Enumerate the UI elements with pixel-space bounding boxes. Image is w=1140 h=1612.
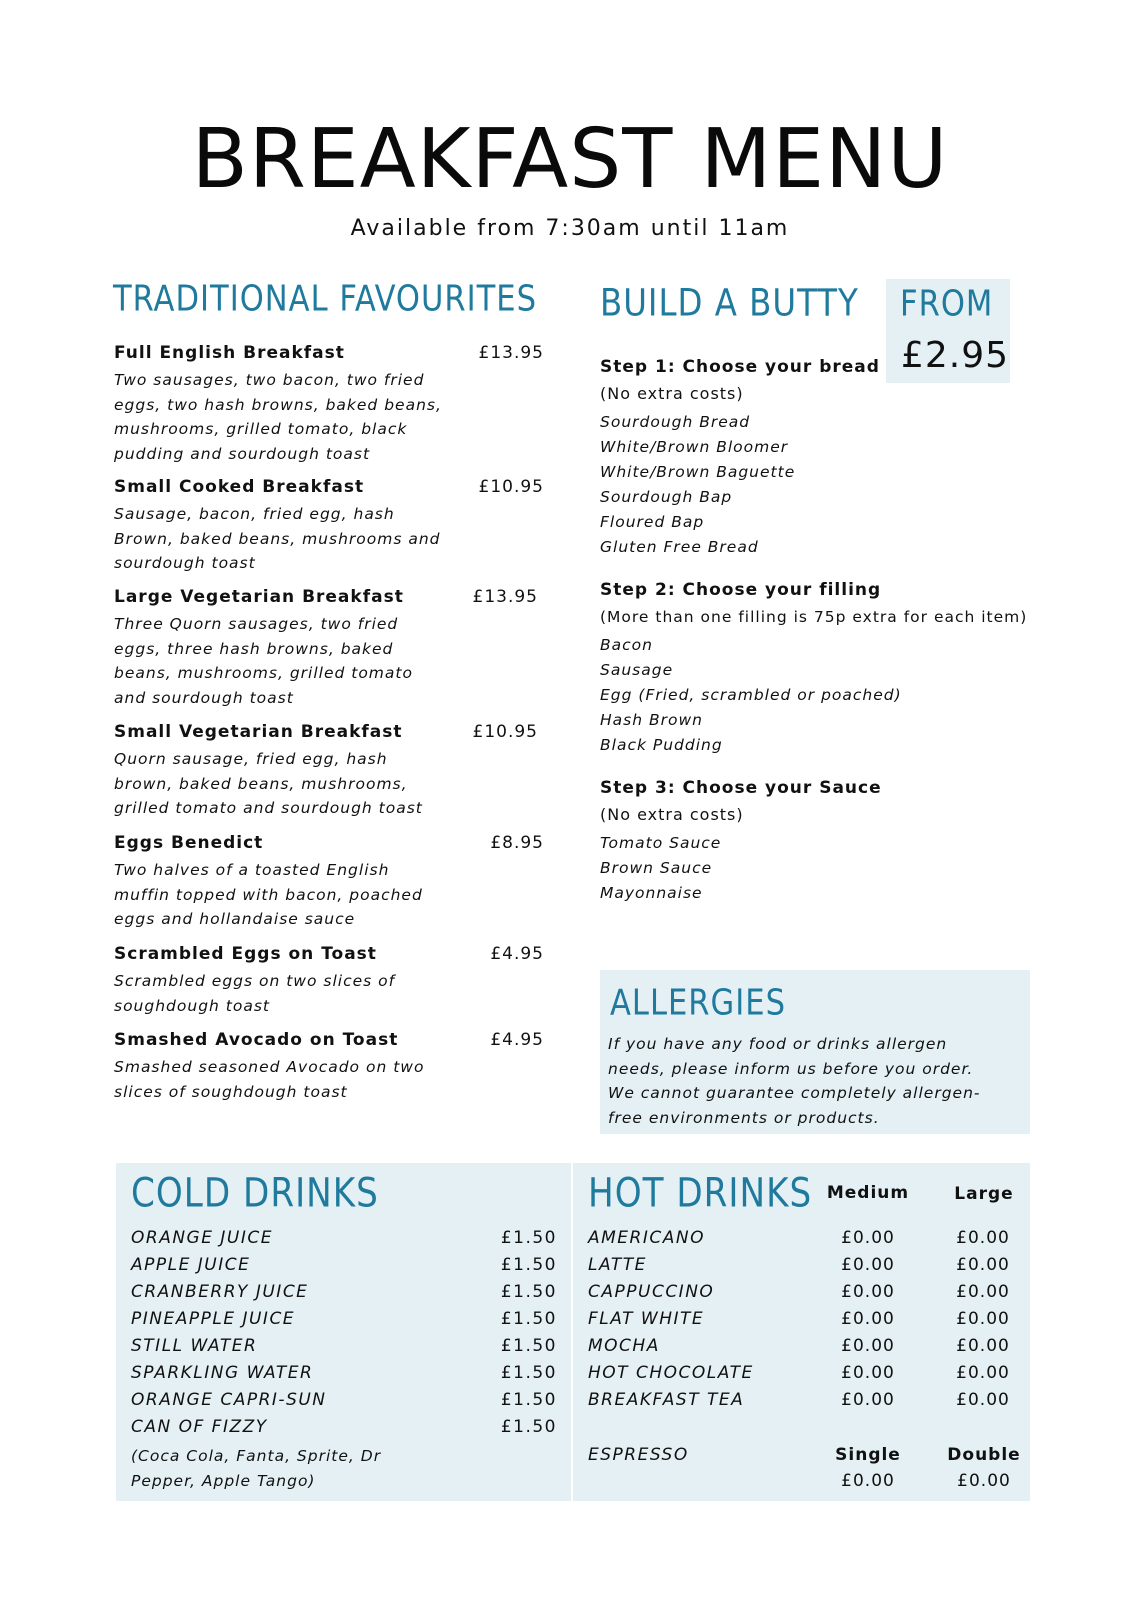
item-name: Scrambled Eggs on Toast bbox=[114, 944, 377, 964]
drink-name: CRANBERRY JUICE bbox=[131, 1282, 309, 1302]
item-name: Large Vegetarian Breakfast bbox=[114, 587, 404, 607]
step-title: Step 1: Choose your bread bbox=[600, 357, 880, 377]
item-description: Three Quorn sausages, two fried eggs, three hash browns, baked beans, mushrooms, grilled tomato and sourdough toast bbox=[114, 615, 413, 707]
menu-item-eggs-benedict bbox=[114, 831, 544, 932]
drink-price-medium: £0.00 bbox=[841, 1390, 895, 1410]
drink-name: STILL WATER bbox=[131, 1336, 258, 1356]
menu-item-full-english bbox=[114, 341, 544, 466]
option-item: Tomato Sauce bbox=[600, 834, 722, 852]
butty-step-1 bbox=[600, 355, 1020, 560]
drink-name: PINEAPPLE JUICE bbox=[131, 1309, 296, 1329]
drink-name: ORANGE JUICE bbox=[131, 1228, 273, 1248]
cold-drinks-list bbox=[131, 1225, 557, 1455]
menu-title: BREAKFAST MENU bbox=[191, 112, 949, 207]
menu-item-large-vegetarian bbox=[114, 585, 544, 710]
item-name: Small Cooked Breakfast bbox=[114, 477, 365, 497]
hot-drinks-heading: HOT DRINKS bbox=[588, 1169, 813, 1217]
drink-name: MOCHA bbox=[588, 1336, 660, 1356]
drink-name: AMERICANO bbox=[588, 1228, 705, 1248]
option-item: Black Pudding bbox=[600, 736, 723, 754]
fizzy-note: (Coca Cola, Fanta, Sprite, Dr Pepper, Apple Tango) bbox=[131, 1447, 382, 1490]
item-description: Quorn sausage, fried egg, hash brown, baked beans, mushrooms, grilled tomato and sourdough toast bbox=[114, 750, 423, 817]
drink-price: £1.50 bbox=[500, 1309, 557, 1329]
drinks-divider bbox=[571, 1163, 573, 1501]
col-single-header: Single bbox=[835, 1445, 901, 1465]
espresso-price-single: £0.00 bbox=[841, 1471, 895, 1491]
item-description: Sausage, bacon, fried egg, hash Brown, baked beans, mushrooms and sourdough toast bbox=[114, 505, 441, 572]
drink-name: CAN OF FIZZY bbox=[131, 1417, 268, 1437]
menu-item-scrambled-eggs bbox=[114, 942, 544, 1018]
drink-price-large: £0.00 bbox=[956, 1282, 1010, 1302]
col-medium-header: Medium bbox=[826, 1183, 910, 1203]
drink-name: LATTE bbox=[588, 1255, 647, 1275]
drink-name: BREAKFAST TEA bbox=[588, 1390, 745, 1410]
butty-step-3 bbox=[600, 776, 1020, 906]
drink-price-medium: £0.00 bbox=[841, 1336, 895, 1356]
butty-step-2 bbox=[600, 578, 1040, 758]
hot-drinks-list bbox=[588, 1225, 1038, 1445]
item-name: Eggs Benedict bbox=[114, 833, 264, 853]
drink-name: FLAT WHITE bbox=[588, 1309, 705, 1329]
step-note: (More than one filling is 75p extra for each item) bbox=[600, 608, 1028, 626]
cold-drinks-heading: COLD DRINKS bbox=[131, 1169, 379, 1217]
drink-name: APPLE JUICE bbox=[131, 1255, 251, 1275]
drink-price-medium: £0.00 bbox=[841, 1309, 895, 1329]
espresso-name: ESPRESSO bbox=[588, 1445, 689, 1465]
allergies-box bbox=[600, 970, 1030, 1134]
espresso-price-double: £0.00 bbox=[957, 1471, 1011, 1491]
item-price: £4.95 bbox=[490, 1030, 544, 1050]
item-price: £4.95 bbox=[490, 944, 544, 964]
menu-item-small-cooked bbox=[114, 475, 544, 576]
drink-price: £1.50 bbox=[500, 1255, 557, 1275]
item-name: Small Vegetarian Breakfast bbox=[114, 722, 403, 742]
option-item: Floured Bap bbox=[600, 513, 705, 531]
item-price: £10.95 bbox=[478, 477, 544, 497]
from-price: £2.95 bbox=[901, 335, 1010, 376]
drink-price: £1.50 bbox=[500, 1282, 557, 1302]
option-item: Hash Brown bbox=[600, 711, 703, 729]
option-item: Sourdough Bread bbox=[600, 413, 751, 431]
option-item: Gluten Free Bread bbox=[600, 538, 759, 556]
drink-price: £1.50 bbox=[500, 1228, 557, 1248]
menu-item-smashed-avocado bbox=[114, 1028, 544, 1104]
menu-subtitle: Available from 7:30am until 11am bbox=[350, 216, 790, 241]
item-description: Scrambled eggs on two slices of soughdough toast bbox=[114, 972, 396, 1015]
menu-item-small-vegetarian bbox=[114, 720, 544, 821]
butty-heading: BUILD A BUTTY bbox=[600, 281, 859, 325]
drink-name: HOT CHOCOLATE bbox=[588, 1363, 754, 1383]
item-description: Two sausages, two bacon, two fried eggs, two hash browns, baked beans, mushrooms, grilled tomato, black pudding and sourdough toast bbox=[114, 371, 442, 463]
drink-price-large: £0.00 bbox=[956, 1309, 1010, 1329]
drink-price-large: £0.00 bbox=[956, 1336, 1010, 1356]
drink-name: SPARKLING WATER bbox=[131, 1363, 314, 1383]
drink-name: CAPPUCCINO bbox=[588, 1282, 715, 1302]
item-name: Full English Breakfast bbox=[114, 343, 345, 363]
drink-price-medium: £0.00 bbox=[841, 1228, 895, 1248]
col-double-header: Double bbox=[947, 1445, 1021, 1465]
item-price: £10.95 bbox=[472, 722, 538, 742]
option-item: White/Brown Baguette bbox=[600, 463, 796, 481]
drink-price-medium: £0.00 bbox=[841, 1363, 895, 1383]
option-item: White/Brown Bloomer bbox=[600, 438, 789, 456]
item-price: £13.95 bbox=[478, 343, 544, 363]
step-note: (No extra costs) bbox=[600, 805, 744, 824]
drink-price-large: £0.00 bbox=[956, 1228, 1010, 1248]
step-title: Step 3: Choose your Sauce bbox=[600, 778, 882, 798]
drink-price-large: £0.00 bbox=[956, 1363, 1010, 1383]
item-name: Smashed Avocado on Toast bbox=[114, 1030, 399, 1050]
item-description: Smashed seasoned Avocado on two slices of soughdough toast bbox=[114, 1058, 425, 1101]
option-item: Mayonnaise bbox=[600, 884, 703, 902]
drink-price: £1.50 bbox=[500, 1390, 557, 1410]
from-label: FROM bbox=[900, 283, 994, 325]
traditional-heading: TRADITIONAL FAVOURITES bbox=[113, 278, 538, 320]
step-title: Step 2: Choose your filling bbox=[600, 580, 882, 600]
allergies-heading: ALLERGIES bbox=[610, 982, 787, 1024]
option-item: Sourdough Bap bbox=[600, 488, 733, 506]
item-price: £8.95 bbox=[490, 833, 544, 853]
drink-price-large: £0.00 bbox=[956, 1390, 1010, 1410]
drink-price: £1.50 bbox=[500, 1417, 557, 1437]
allergies-text: If you have any food or drinks allergen needs, please inform us before you order. We cannot guarantee completely allergen-free environments or products. bbox=[608, 1035, 981, 1127]
drink-price-large: £0.00 bbox=[956, 1255, 1010, 1275]
step-note: (No extra costs) bbox=[600, 384, 744, 403]
drink-name: ORANGE CAPRI-SUN bbox=[131, 1390, 327, 1410]
option-item: Egg (Fried, scrambled or poached) bbox=[600, 686, 902, 704]
drink-price: £1.50 bbox=[500, 1336, 557, 1356]
drink-price: £1.50 bbox=[500, 1363, 557, 1383]
drink-price-medium: £0.00 bbox=[841, 1282, 895, 1302]
option-item: Bacon bbox=[600, 636, 653, 654]
item-description: Two halves of a toasted English muffin topped with bacon, poached eggs and hollandaise sauce bbox=[114, 861, 423, 928]
col-large-header: Large bbox=[954, 1184, 1014, 1204]
item-price: £13.95 bbox=[472, 587, 538, 607]
drink-price-medium: £0.00 bbox=[841, 1255, 895, 1275]
option-item: Sausage bbox=[600, 661, 674, 679]
option-item: Brown Sauce bbox=[600, 859, 713, 877]
